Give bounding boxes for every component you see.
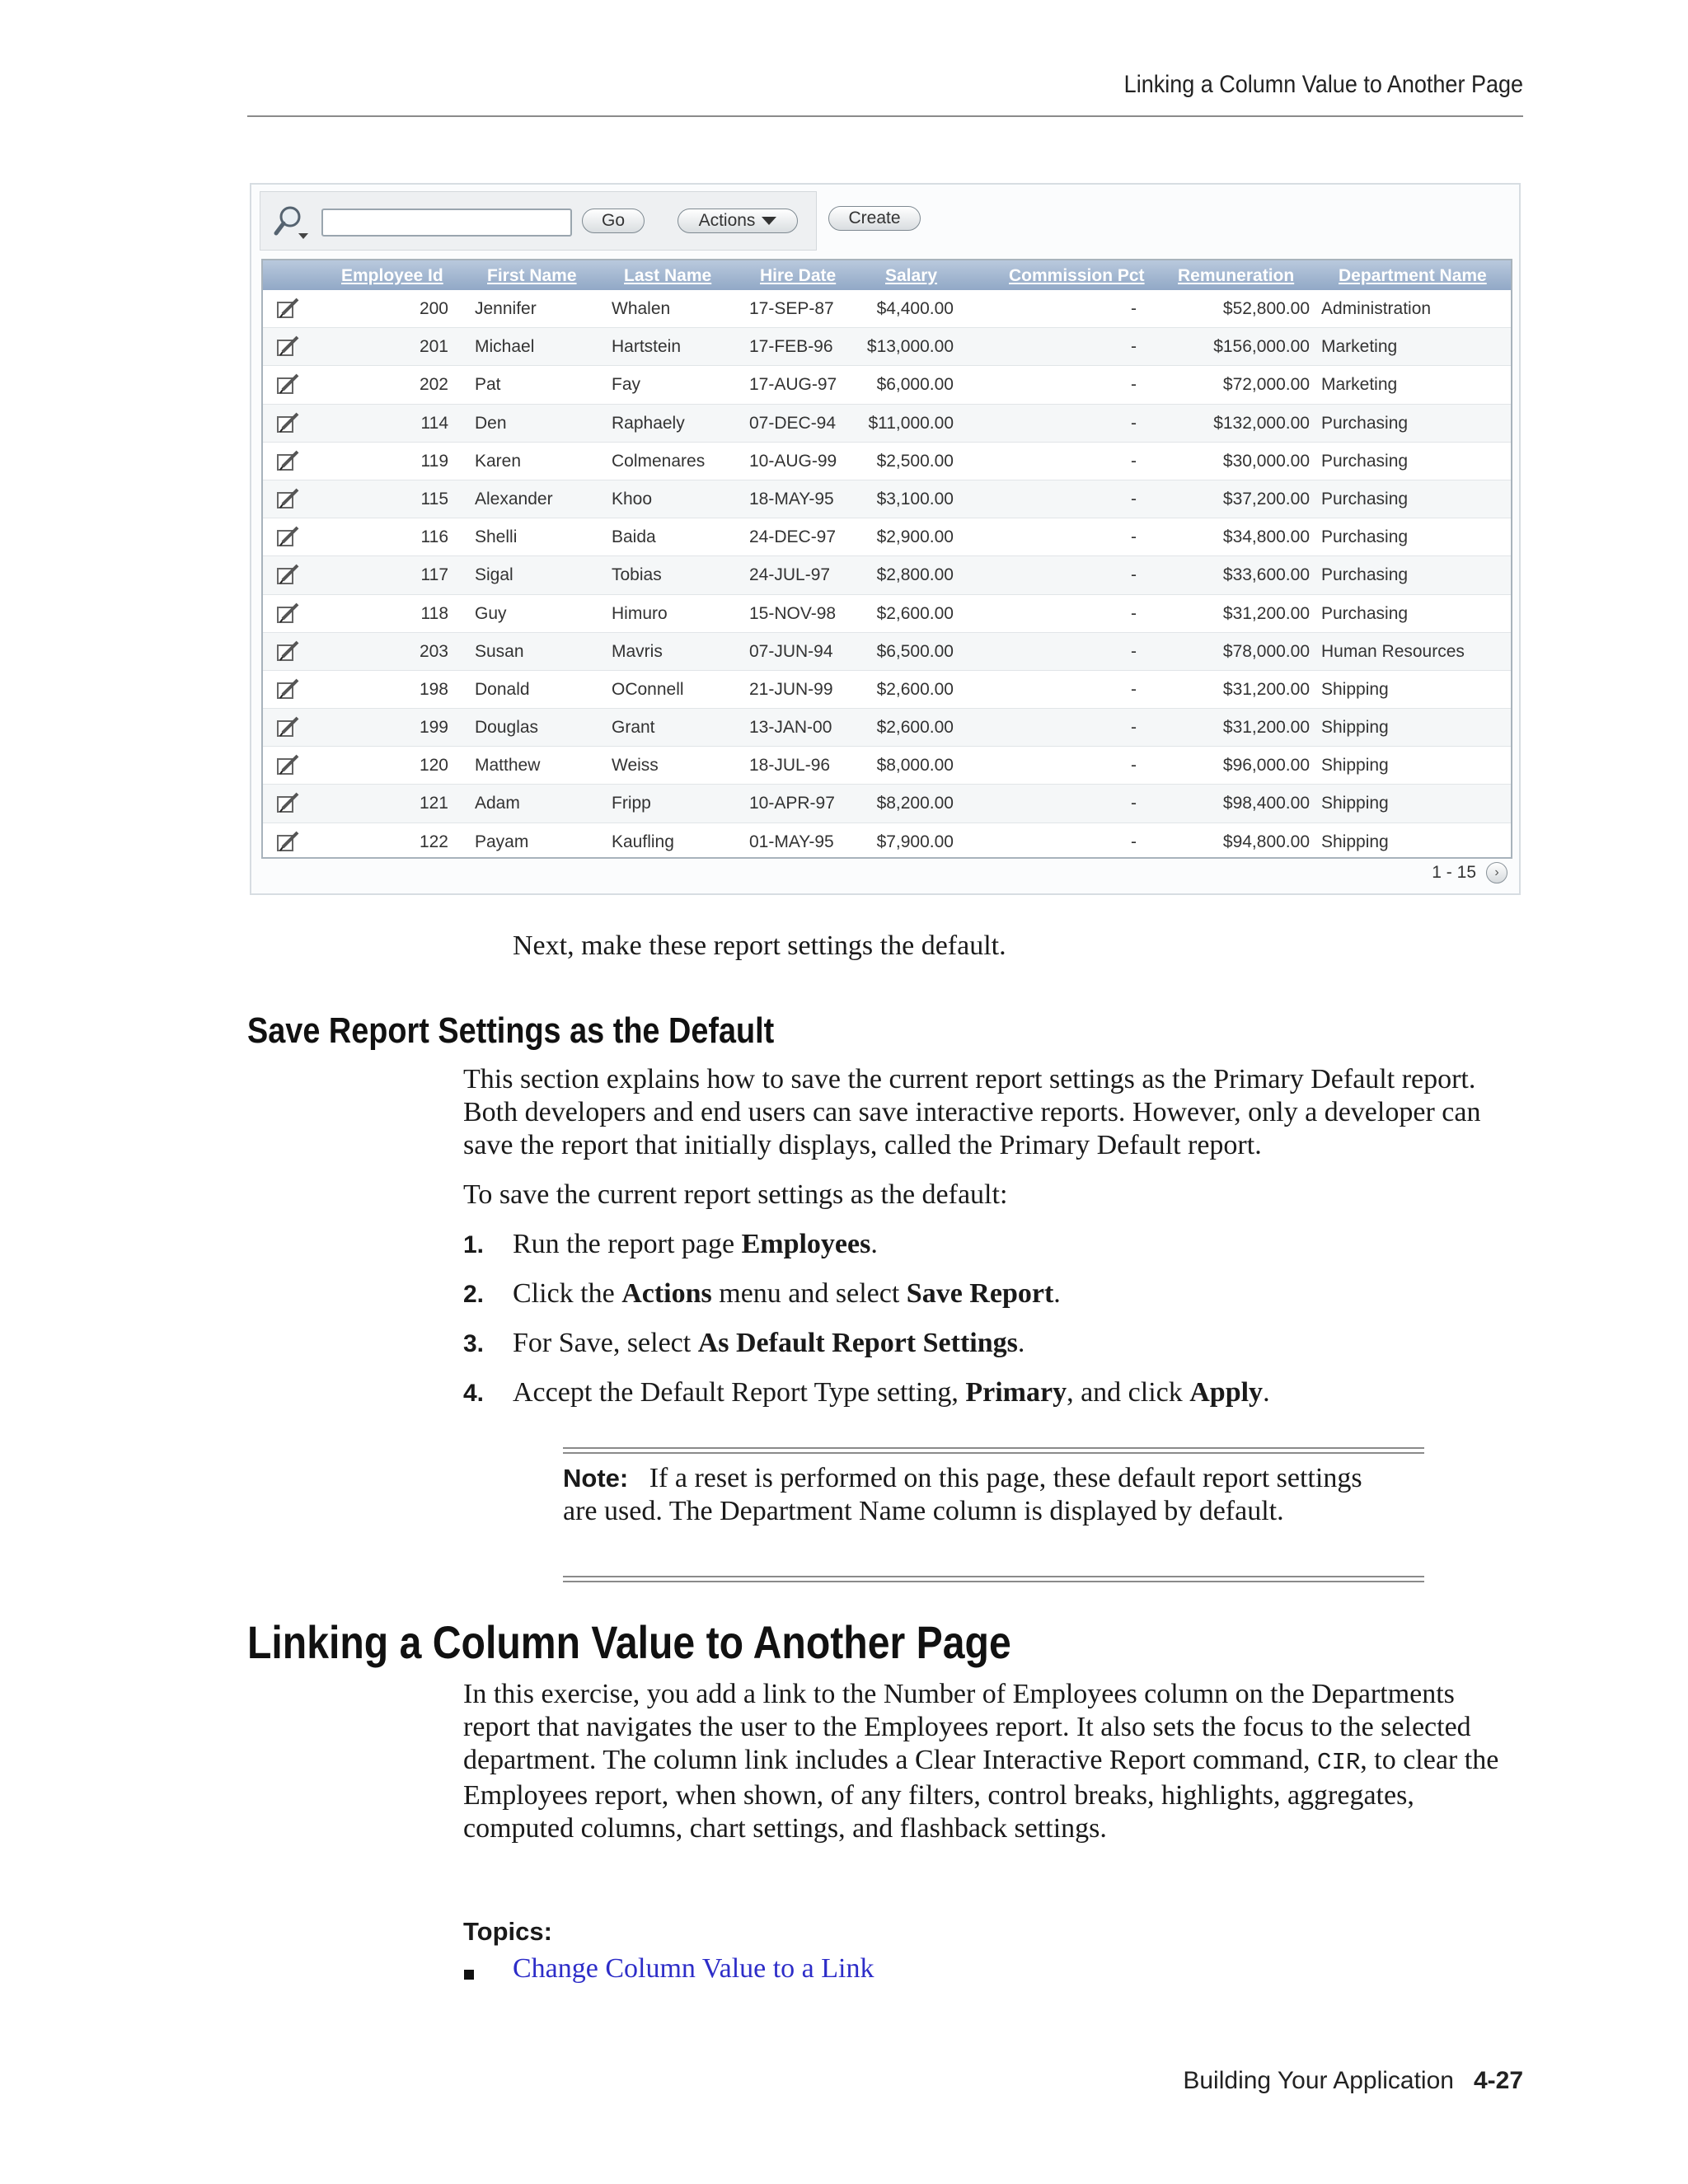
search-icon[interactable] [274, 204, 312, 240]
table-cell: Human Resources [1321, 641, 1465, 661]
step-text-part: Accept the Default Report Type setting, [513, 1377, 966, 1408]
table-cell: 199 [419, 718, 448, 738]
table-cell: 10-APR-97 [749, 794, 835, 813]
table-cell: $31,200.00 [1222, 603, 1310, 623]
table-cell: 17-SEP-87 [749, 299, 834, 318]
table-cell: 01-MAY-95 [749, 832, 834, 851]
column-header-last-name[interactable]: Last Name [624, 266, 712, 285]
section1-paragraph: This section explains how to save the current report settings as the Primary Default report. Both developers and end users can save interactive reports. However, only a developer can save the report that initially displays, called the Primary Default report. [463, 1064, 1481, 1160]
table-cell: $8,000.00 [876, 756, 954, 776]
step-number: 4. [463, 1380, 485, 1407]
table-cell: - [1131, 451, 1137, 471]
search-bar [260, 191, 817, 251]
table-cell: - [1131, 832, 1137, 851]
section1-lead: To save the current report settings as the default: [463, 1179, 1008, 1210]
table-cell: - [1131, 413, 1137, 433]
column-header-hire-date[interactable]: Hire Date [760, 266, 837, 285]
table-cell: Douglas [475, 718, 539, 738]
table-cell: 122 [419, 832, 448, 851]
column-header-department-name[interactable]: Department Name [1339, 266, 1487, 285]
edit-icon[interactable] [276, 716, 301, 739]
table-cell: $7,900.00 [876, 832, 954, 851]
next-page-icon[interactable]: › [1486, 862, 1507, 883]
table-cell: Whalen [612, 299, 671, 318]
table-cell: $94,800.00 [1222, 832, 1310, 851]
table-cell: - [1131, 641, 1137, 661]
edit-icon[interactable] [276, 488, 301, 511]
topics-label: Topics: [463, 1917, 552, 1946]
table-cell: $2,500.00 [876, 451, 954, 471]
table-cell: Kaufling [612, 832, 674, 851]
table-cell: 115 [420, 489, 448, 509]
table-cell: Mavris [612, 641, 663, 661]
step-text-part: Actions [621, 1278, 712, 1309]
table-cell: Matthew [475, 756, 541, 776]
table-cell: $78,000.00 [1222, 641, 1310, 661]
table-cell: 07-DEC-94 [749, 413, 837, 433]
table-cell: Colmenares [612, 451, 706, 471]
table-cell: Grant [612, 718, 655, 738]
grid-body [263, 290, 1511, 859]
edit-icon[interactable] [276, 298, 301, 321]
table-row [263, 785, 1511, 823]
table-row [263, 747, 1511, 785]
table-row [263, 823, 1511, 859]
column-header-commission-pct[interactable]: Commission Pct [1009, 266, 1145, 285]
table-cell: $2,600.00 [876, 718, 954, 738]
note-rule-bottom-2 [563, 1581, 1424, 1582]
table-cell: Alexander [475, 489, 553, 509]
table-cell: Jennifer [475, 299, 537, 318]
table-row [263, 518, 1511, 556]
table-row [263, 709, 1511, 747]
note-label: Note: [563, 1464, 629, 1493]
table-cell: Shipping [1321, 718, 1389, 738]
step-text-part: Run the report page [513, 1229, 742, 1259]
table-cell: Purchasing [1321, 489, 1409, 509]
edit-icon[interactable] [276, 602, 301, 626]
table-cell: Purchasing [1321, 527, 1409, 547]
table-cell: - [1131, 299, 1137, 318]
table-cell: - [1131, 527, 1137, 547]
step-text-part: Primary [965, 1377, 1067, 1408]
table-cell: $4,400.00 [876, 299, 954, 318]
go-button[interactable]: Go [582, 209, 645, 233]
table-cell: Purchasing [1321, 451, 1409, 471]
table-cell: Den [475, 413, 507, 433]
report-screenshot [250, 183, 1521, 895]
step-text [513, 1327, 1025, 1360]
table-row [263, 366, 1511, 404]
step-text [513, 1228, 878, 1261]
table-cell: Baida [612, 527, 656, 547]
step-text [513, 1376, 1270, 1409]
step-text-part: , and click [1067, 1377, 1190, 1408]
table-cell: 07-JUN-94 [749, 641, 833, 661]
table-cell: - [1131, 337, 1137, 357]
step-text-part: . [1263, 1377, 1270, 1408]
section-heading-save: Save Report Settings as the Default [247, 1010, 775, 1051]
table-cell: Shelli [475, 527, 518, 547]
column-header-salary[interactable]: Salary [885, 266, 938, 285]
table-cell: $98,400.00 [1222, 794, 1310, 813]
step-text-part: . [1017, 1328, 1025, 1358]
table-cell: Shipping [1321, 756, 1389, 776]
table-cell: 120 [419, 756, 448, 776]
table-cell: $6,500.00 [876, 641, 954, 661]
table-cell: 10-AUG-99 [749, 451, 837, 471]
topic-link[interactable]: Change Column Value to a Link [513, 1953, 874, 1984]
table-cell: 117 [420, 565, 448, 585]
table-cell: - [1131, 375, 1137, 395]
table-cell: $37,200.00 [1222, 489, 1310, 509]
step-text-part: menu and select [711, 1278, 907, 1309]
table-cell: Shipping [1321, 679, 1389, 699]
column-header-first-name[interactable]: First Name [487, 266, 577, 285]
table-cell: 15-NOV-98 [749, 603, 837, 623]
table-cell: 201 [419, 337, 448, 357]
table-cell: $11,000.00 [868, 413, 954, 433]
table-cell: Guy [475, 603, 507, 623]
edit-icon[interactable] [276, 678, 301, 701]
table-cell: Payam [475, 832, 529, 851]
step-text-part: Click the [513, 1278, 622, 1309]
step-text-part: . [870, 1229, 878, 1259]
table-cell: $34,800.00 [1222, 527, 1310, 547]
edit-icon[interactable] [276, 564, 301, 587]
table-cell: Tobias [612, 565, 662, 585]
table-cell: - [1131, 603, 1137, 623]
edit-icon[interactable] [276, 526, 301, 549]
table-cell: - [1131, 565, 1137, 585]
table-cell: $2,900.00 [876, 527, 954, 547]
page-footer [907, 2067, 1523, 2095]
table-cell: $30,000.00 [1222, 451, 1310, 471]
table-cell: $33,600.00 [1222, 565, 1310, 585]
table-cell: 13-JAN-00 [749, 718, 832, 738]
table-cell: $156,000.00 [1213, 337, 1310, 357]
table-cell: Sigal [475, 565, 513, 585]
table-row [263, 595, 1511, 633]
table-row [263, 290, 1511, 328]
section2-para-a: In this exercise, you add a link to the Number of Employees column on the Departments report that navigates the user to the Employees report. It also sets the focus to the selected department. The column link includes a Clear Interactive Report command, [463, 1679, 1471, 1775]
edit-icon[interactable] [276, 831, 301, 854]
column-header-remuneration[interactable]: Remuneration [1178, 266, 1295, 285]
table-cell: - [1131, 718, 1137, 738]
table-cell: Karen [475, 451, 522, 471]
actions-label: Actions [698, 211, 756, 230]
table-cell: Marketing [1321, 375, 1398, 395]
pagination-text: 1 - 15 [1432, 863, 1476, 882]
step-number: 2. [463, 1281, 485, 1308]
table-cell: Shipping [1321, 832, 1389, 851]
table-row [263, 405, 1511, 443]
table-cell: Raphaely [612, 413, 685, 433]
table-row [263, 328, 1511, 366]
table-row [263, 556, 1511, 594]
note-rule-top [563, 1447, 1424, 1449]
edit-icon[interactable] [276, 335, 301, 359]
table-cell: Khoo [612, 489, 653, 509]
table-cell: 116 [420, 527, 448, 547]
table-row [263, 633, 1511, 671]
table-cell: OConnell [612, 679, 684, 699]
step-text-part: Apply [1189, 1377, 1264, 1408]
step-text-part: For Save, select [513, 1328, 698, 1358]
step-number: 3. [463, 1330, 485, 1357]
create-button[interactable]: Create [828, 206, 921, 231]
actions-button[interactable] [678, 209, 798, 233]
step-text [513, 1277, 1061, 1310]
step-text-part: . [1053, 1278, 1061, 1309]
table-cell: $2,600.00 [876, 603, 954, 623]
table-cell: Purchasing [1321, 603, 1409, 623]
section2-para-b: , to clear the Employees report, when shown, of any filters, control breaks, highlights, aggregates, computed columns, chart settings, and flashback settings. [463, 1745, 1499, 1844]
table-cell: - [1131, 679, 1137, 699]
step-text-part: As Default Report Settings [697, 1328, 1018, 1358]
table-cell: $72,000.00 [1222, 375, 1310, 395]
step-number: 1. [463, 1231, 485, 1258]
table-cell: Marketing [1321, 337, 1398, 357]
table-cell: 200 [419, 299, 448, 318]
step-text-part: Employees [741, 1229, 871, 1259]
footer-title: Building Your Application [1183, 2067, 1454, 2094]
table-cell: 17-AUG-97 [749, 375, 837, 395]
table-cell: Administration [1321, 299, 1432, 318]
report-grid [261, 259, 1512, 859]
edit-icon[interactable] [276, 412, 301, 435]
table-cell: Purchasing [1321, 565, 1409, 585]
edit-icon[interactable] [276, 754, 301, 777]
table-cell: Donald [475, 679, 530, 699]
table-cell: Fripp [612, 794, 651, 813]
table-cell: 24-DEC-97 [749, 527, 837, 547]
table-cell: $31,200.00 [1222, 679, 1310, 699]
table-cell: $8,200.00 [876, 794, 954, 813]
table-cell: $3,100.00 [876, 489, 954, 509]
table-cell: Purchasing [1321, 413, 1409, 433]
table-cell: Pat [475, 375, 501, 395]
pagination [1432, 862, 1507, 883]
table-cell: 203 [419, 641, 448, 661]
table-cell: 114 [420, 413, 448, 433]
table-cell: Himuro [612, 603, 668, 623]
table-row [263, 480, 1511, 518]
table-cell: Hartstein [612, 337, 682, 357]
note-text: If a reset is performed on this page, these default report settings are used. The Department Name column is displayed by default. [563, 1463, 1362, 1526]
note-rule-bottom [563, 1576, 1424, 1577]
table-cell: Shipping [1321, 794, 1389, 813]
grid-header [263, 260, 1511, 290]
table-row [263, 671, 1511, 709]
table-cell: 118 [420, 603, 448, 623]
table-cell: $2,600.00 [876, 679, 954, 699]
table-cell: $96,000.00 [1222, 756, 1310, 776]
search-input[interactable] [321, 209, 572, 237]
table-cell: Fay [612, 375, 641, 395]
edit-icon[interactable] [276, 373, 301, 396]
header-rule [247, 115, 1523, 117]
table-cell: 119 [420, 451, 448, 471]
table-cell: 17-FEB-96 [749, 337, 833, 357]
table-cell: $2,800.00 [876, 565, 954, 585]
table-cell: $31,200.00 [1222, 718, 1310, 738]
section2-paragraph [463, 1678, 1526, 1845]
table-cell: Adam [475, 794, 520, 813]
edit-icon[interactable] [276, 792, 301, 815]
note-block [563, 1462, 1387, 1528]
table-cell: 121 [419, 794, 448, 813]
table-cell: Michael [475, 337, 535, 357]
table-cell: Susan [475, 641, 524, 661]
table-cell: $132,000.00 [1213, 413, 1310, 433]
table-cell: - [1131, 756, 1137, 776]
section-heading-linking: Linking a Column Value to Another Page [247, 1616, 1011, 1668]
code-cir: CIR [1317, 1749, 1361, 1776]
table-cell: $13,000.00 [866, 337, 954, 357]
step-text-part: Save Report [906, 1278, 1054, 1309]
running-header: Linking a Column Value to Another Page [1123, 71, 1523, 98]
table-cell: - [1131, 489, 1137, 509]
table-cell: 24-JUL-97 [749, 565, 831, 585]
intro-line: Next, make these report settings the default. [513, 930, 1006, 961]
table-cell: - [1131, 794, 1137, 813]
edit-icon[interactable] [276, 640, 301, 663]
bullet-icon [464, 1970, 474, 1980]
table-cell: 198 [419, 679, 448, 699]
table-cell: 18-MAY-95 [749, 489, 834, 509]
column-header-employee-id[interactable]: Employee Id [341, 266, 443, 285]
table-cell: 202 [419, 375, 448, 395]
table-cell: Weiss [612, 756, 659, 776]
table-cell: 21-JUN-99 [749, 679, 833, 699]
edit-icon[interactable] [276, 450, 301, 473]
note-rule-top-2 [563, 1452, 1424, 1454]
chevron-down-icon [762, 217, 776, 225]
table-cell: 18-JUL-96 [749, 756, 831, 776]
table-cell: $52,800.00 [1222, 299, 1310, 318]
table-row [263, 443, 1511, 480]
page-number: 4-27 [1473, 2067, 1523, 2094]
table-cell: $6,000.00 [876, 375, 954, 395]
